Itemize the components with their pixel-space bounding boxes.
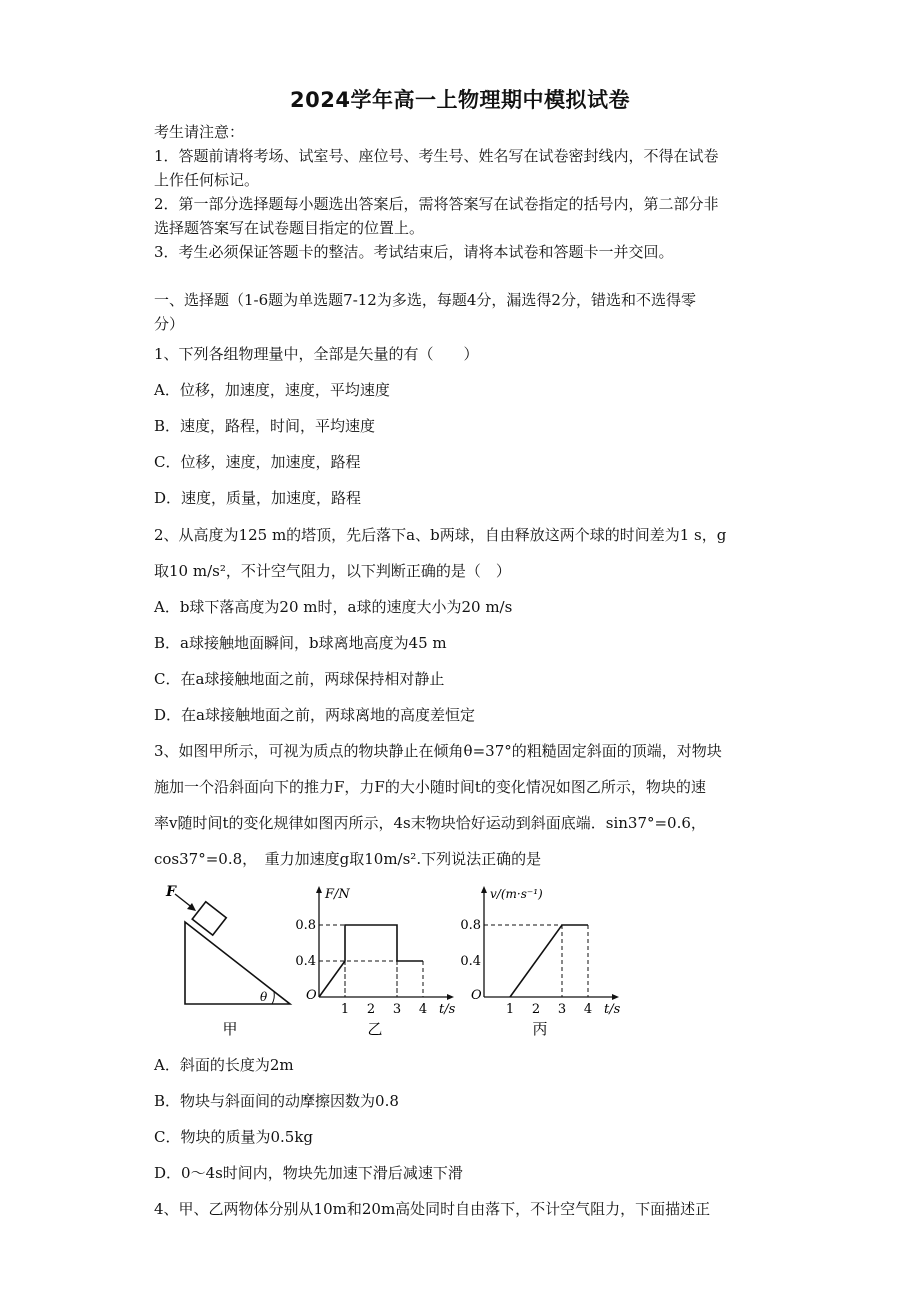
x-axis-arrow (447, 994, 454, 1000)
origin-label: O (306, 988, 317, 1003)
figure-bing-chart (460, 882, 645, 1042)
figure-caption-yi: 乙 (367, 1020, 383, 1038)
q3-option-d: D．0～4s时间内，物块先加速下滑后减速下滑 (154, 1164, 463, 1182)
y-axis-arrow (316, 886, 322, 893)
x-tick-label: 4 (583, 1002, 593, 1017)
question-3-stem: 3、如图甲所示，可视为质点的物块静止在倾角θ=37°的粗糙固定斜面的顶端，对物块 (154, 742, 722, 760)
y-axis-arrow (481, 886, 487, 893)
question-4-stem: 4、甲、乙两物体分别从10m和20m高处同时自由落下，不计空气阻力，下面描述正 (154, 1200, 711, 1218)
exam-title: 2024学年高一上物理期中模拟试卷 (290, 88, 630, 112)
notice-line: 选择题答案写在试卷题目指定的位置上。 (154, 219, 425, 237)
q1-option-d: D．速度，质量，加速度，路程 (154, 489, 362, 507)
x-tick-label: 1 (505, 1002, 515, 1017)
question-3-stem-cont: 施加一个沿斜面向下的推力F，力F的大小随时间t的变化情况如图乙所示，物块的速 (154, 778, 706, 796)
q1-option-b: B．速度，路程，时间，平均速度 (154, 417, 376, 435)
notice-line: 1．答题前请将考场、试室号、座位号、考生号、姓名写在试卷密封线内，不得在试卷 (154, 147, 719, 165)
x-tick-label: 2 (531, 1002, 541, 1017)
y-tick-label: 0.8 (460, 918, 481, 933)
q1-option-c: C．位移，速度，加速度，路程 (154, 453, 361, 471)
notice-line: 3．考生必须保证答题卡的整洁。考试结束后，请将本试卷和答题卡一并交回。 (154, 243, 674, 261)
incline-triangle (185, 922, 290, 1004)
notice-line: 2．第一部分选择题每小题选出答案后，需将答案写在试卷指定的括号内，第二部分非 (154, 195, 719, 213)
x-axis-label: t/s (439, 1002, 456, 1017)
x-tick-label: 2 (366, 1002, 376, 1017)
q2-option-d: D．在a球接触地面之前，两球离地的高度差恒定 (154, 706, 475, 724)
section-heading-cont: 分） (154, 315, 185, 333)
force-label: F (166, 884, 176, 900)
figure-jia (160, 882, 300, 1042)
q3-option-c: C．物块的质量为0.5kg (154, 1128, 314, 1146)
series-line (510, 925, 588, 997)
q2-option-c: C．在a球接触地面之前，两球保持相对静止 (154, 670, 445, 688)
y-tick-label: 0.4 (295, 954, 316, 969)
q2-option-b: B．a球接触地面瞬间，b球离地高度为45 m (154, 634, 447, 652)
question-3-stem-cont: 率v随时间t的变化规律如图丙所示，4s末物块恰好运动到斜面底端．sin37°=0.6， (154, 814, 706, 832)
y-tick-label: 0.8 (295, 918, 316, 933)
notice-line: 上作任何标记。 (154, 171, 260, 189)
question-2-stem: 2、从高度为125 m的塔顶，先后落下a、b两球，自由释放这两个球的时间差为1 s，g (154, 526, 727, 544)
figure-yi-chart (295, 882, 480, 1042)
x-axis-label: t/s (604, 1002, 621, 1017)
x-tick-label: 3 (557, 1002, 567, 1017)
angle-label: θ (260, 990, 268, 1004)
x-tick-label: 4 (418, 1002, 428, 1017)
figure-caption-bing: 丙 (532, 1020, 548, 1038)
section-heading: 一、选择题（1-6题为单选题7-12为多选，每题4分，漏选得2分，错选和不选得零 (154, 291, 696, 309)
origin-label: O (471, 988, 482, 1003)
y-axis-label: F/N (325, 887, 350, 902)
x-axis-arrow (612, 994, 619, 1000)
figure-caption-jia: 甲 (222, 1020, 238, 1038)
question-3-stem-cont: cos37°=0.8， 重力加速度g取10m/s².下列说法正确的是 (154, 850, 542, 868)
x-tick-label: 1 (340, 1002, 350, 1017)
q3-option-a: A．斜面的长度为2m (154, 1056, 294, 1074)
y-tick-label: 0.4 (460, 954, 481, 969)
question-2-stem-cont: 取10 m/s²，不计空气阻力，以下判断正确的是（ ） (154, 562, 511, 580)
question-1-stem: 1、下列各组物理量中，全部是矢量的有（ ） (154, 345, 479, 363)
q2-option-a: A．b球下落高度为20 m时，a球的速度大小为20 m/s (154, 598, 513, 616)
block (192, 902, 226, 935)
q3-option-b: B．物块与斜面间的动摩擦因数为0.8 (154, 1092, 399, 1110)
figures-row (160, 882, 640, 1042)
x-tick-label: 3 (392, 1002, 402, 1017)
notice-heading: 考生请注意： (154, 123, 245, 141)
y-axis-label: v/(m·s⁻¹) (490, 887, 543, 901)
angle-arc (272, 992, 274, 1004)
q1-option-a: A．位移，加速度，速度，平均速度 (154, 381, 390, 399)
